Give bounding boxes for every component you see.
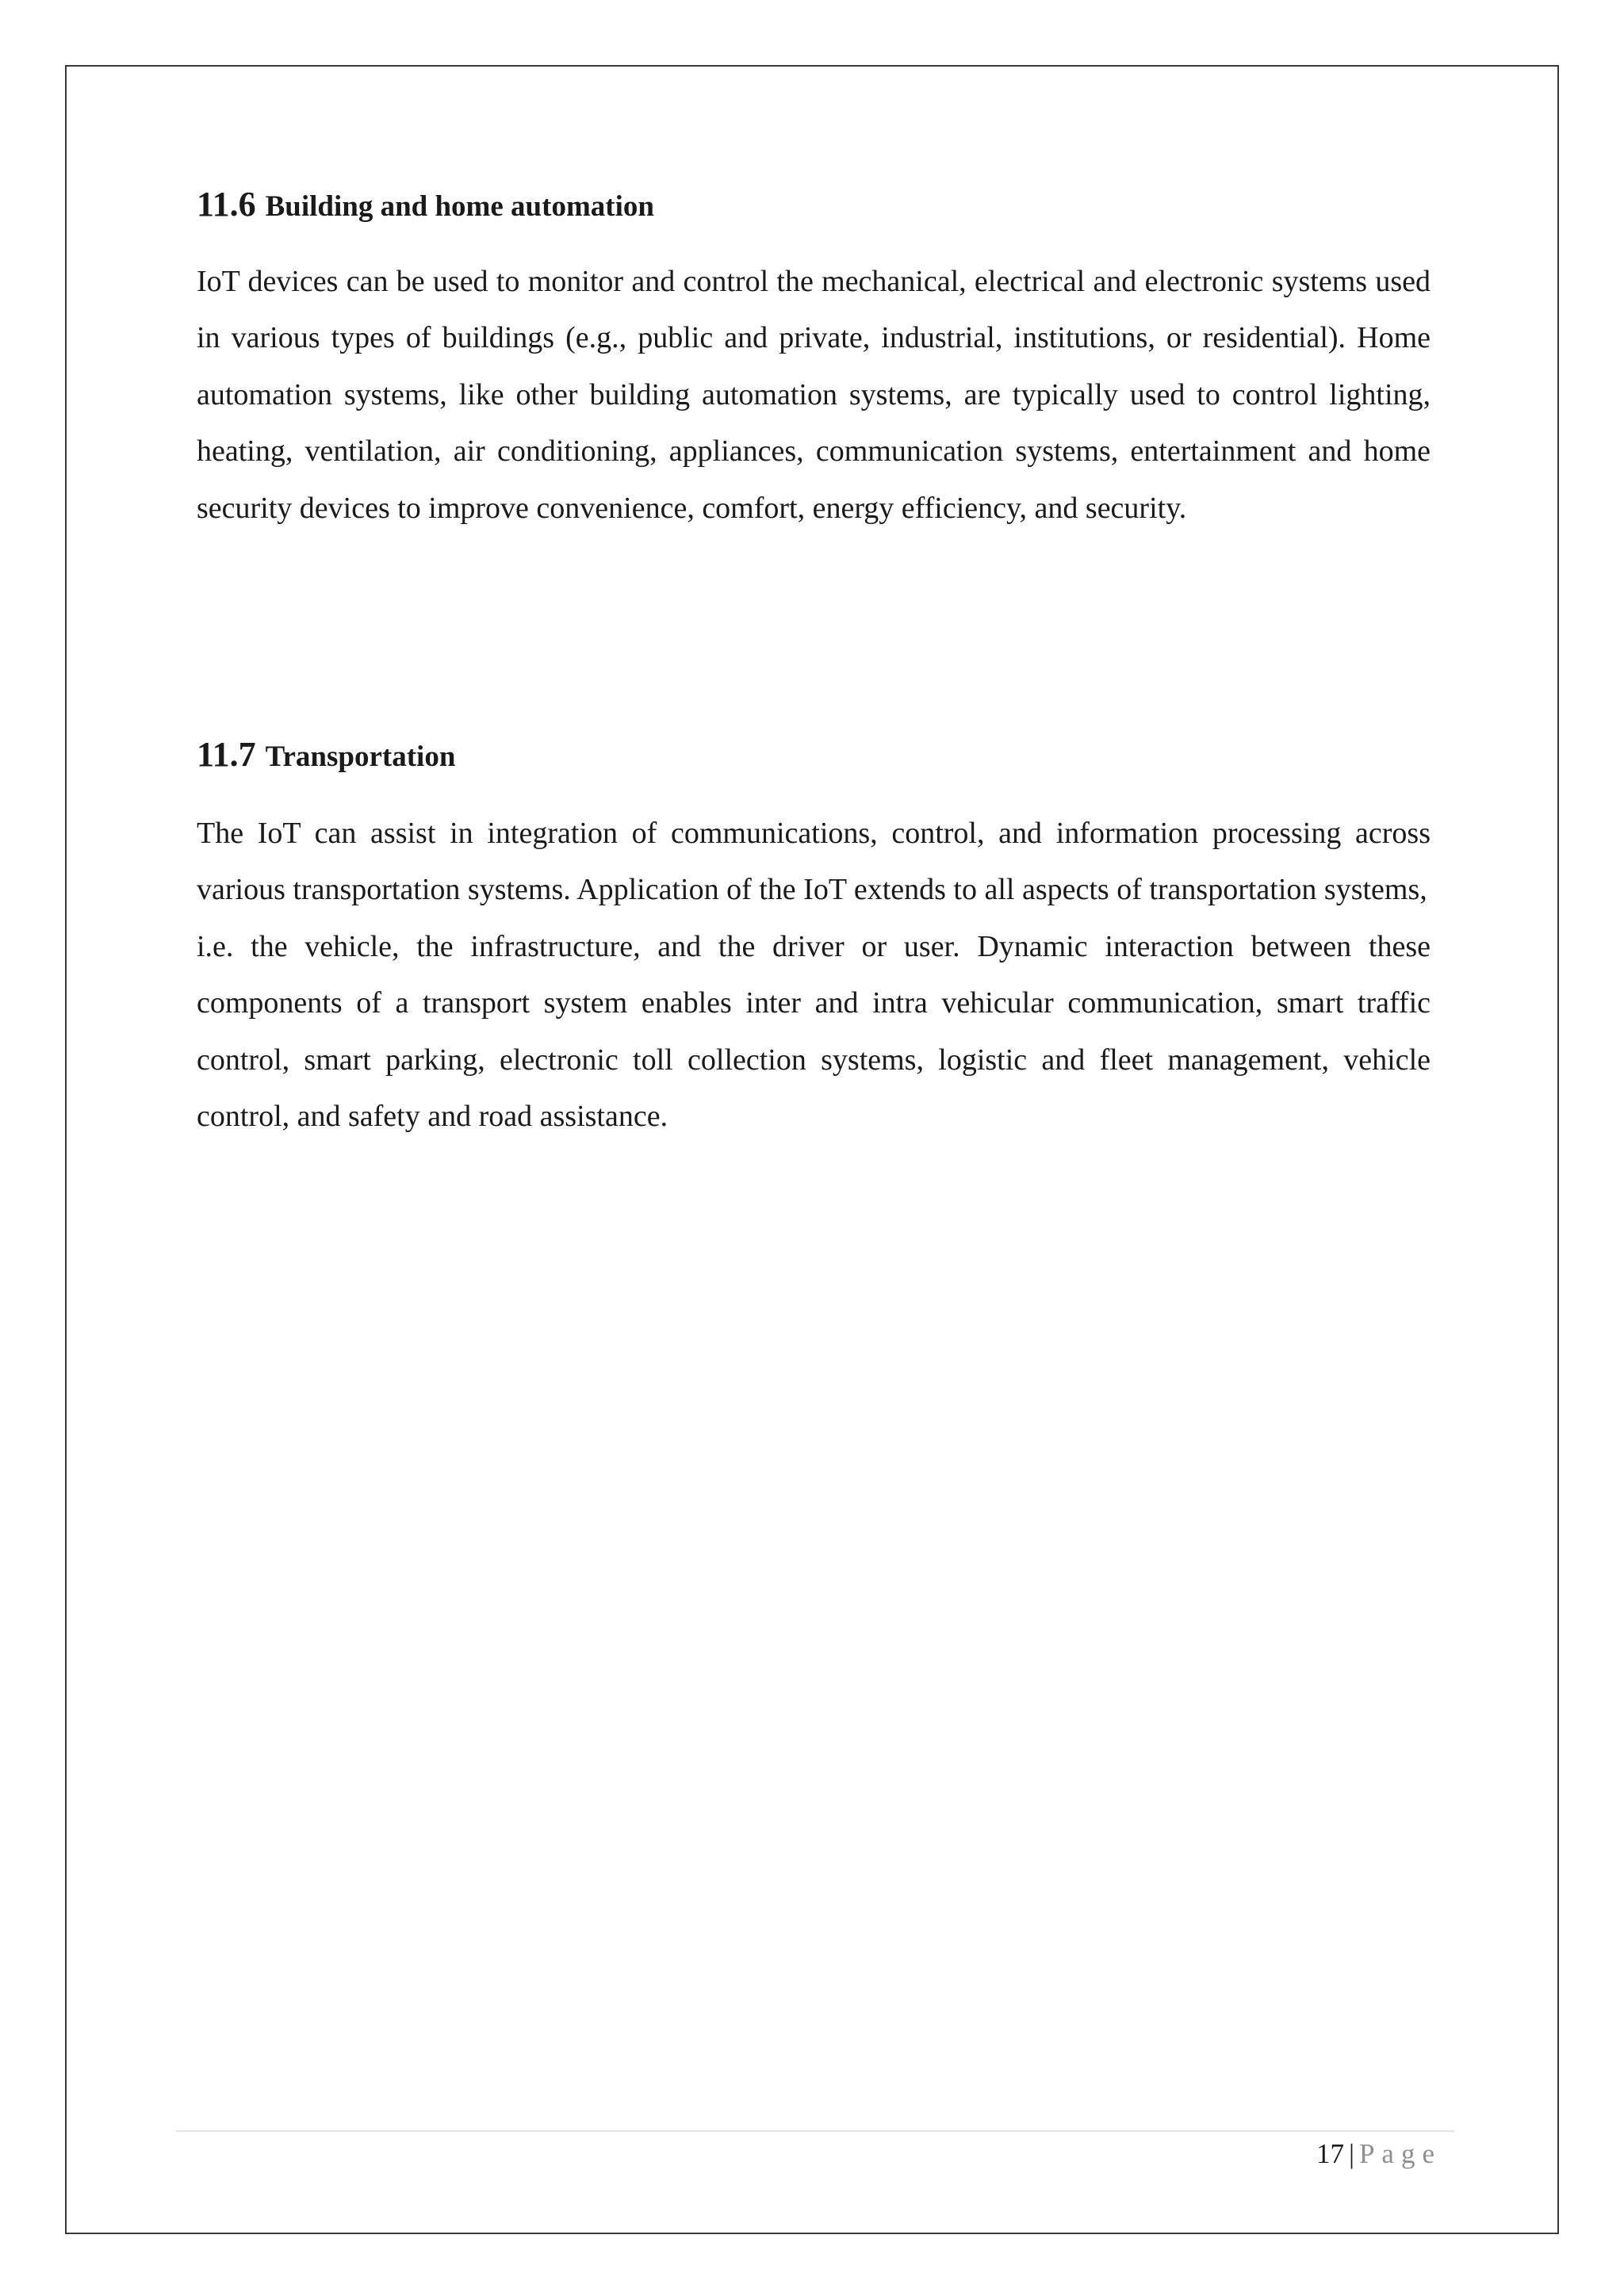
footer-divider — [176, 2130, 1454, 2132]
section-number: 11.7 — [197, 735, 256, 774]
page-number: 17 — [1316, 2138, 1344, 2169]
section-heading-transportation — [197, 734, 1431, 776]
page-footer — [1316, 2134, 1442, 2174]
section-title: Building and home automation — [265, 190, 654, 223]
paragraph: i.e. the vehicle, the infrastructure, and the driver or user. Dynamic interaction between these components of a transport system enables inter and intra vehicular communication, smart traffic control, smart parking, electronic toll collection systems, logistic and fleet management, vehicle control, and safety and road assistance. — [197, 929, 1431, 1134]
section-number: 11.6 — [197, 185, 256, 224]
section-title: Transportation — [265, 740, 456, 773]
footer-separator: | — [1348, 2138, 1354, 2169]
section-body-building-automation — [197, 254, 1431, 537]
section-body-transportation — [197, 806, 1431, 1145]
section-heading-building-automation — [197, 184, 1431, 226]
paragraph: IoT devices can be used to monitor and control the mechanical, electrical and electronic systems used in various types of buildings (e.g., public and private, industrial, institutions, or residential). Home automation systems, like other building automation systems, are typically used to control lighting, heating, ventilation, air conditioning, appliances, communication systems, entertainment and home security devices to improve convenience, comfort, energy efficiency, and security. — [197, 265, 1431, 525]
page-label: Page — [1358, 2138, 1442, 2169]
paragraph: The IoT can assist in integration of communications, control, and information processing across various transportation systems. Application of the IoT extends to all aspects of transportation systems, — [197, 817, 1431, 907]
